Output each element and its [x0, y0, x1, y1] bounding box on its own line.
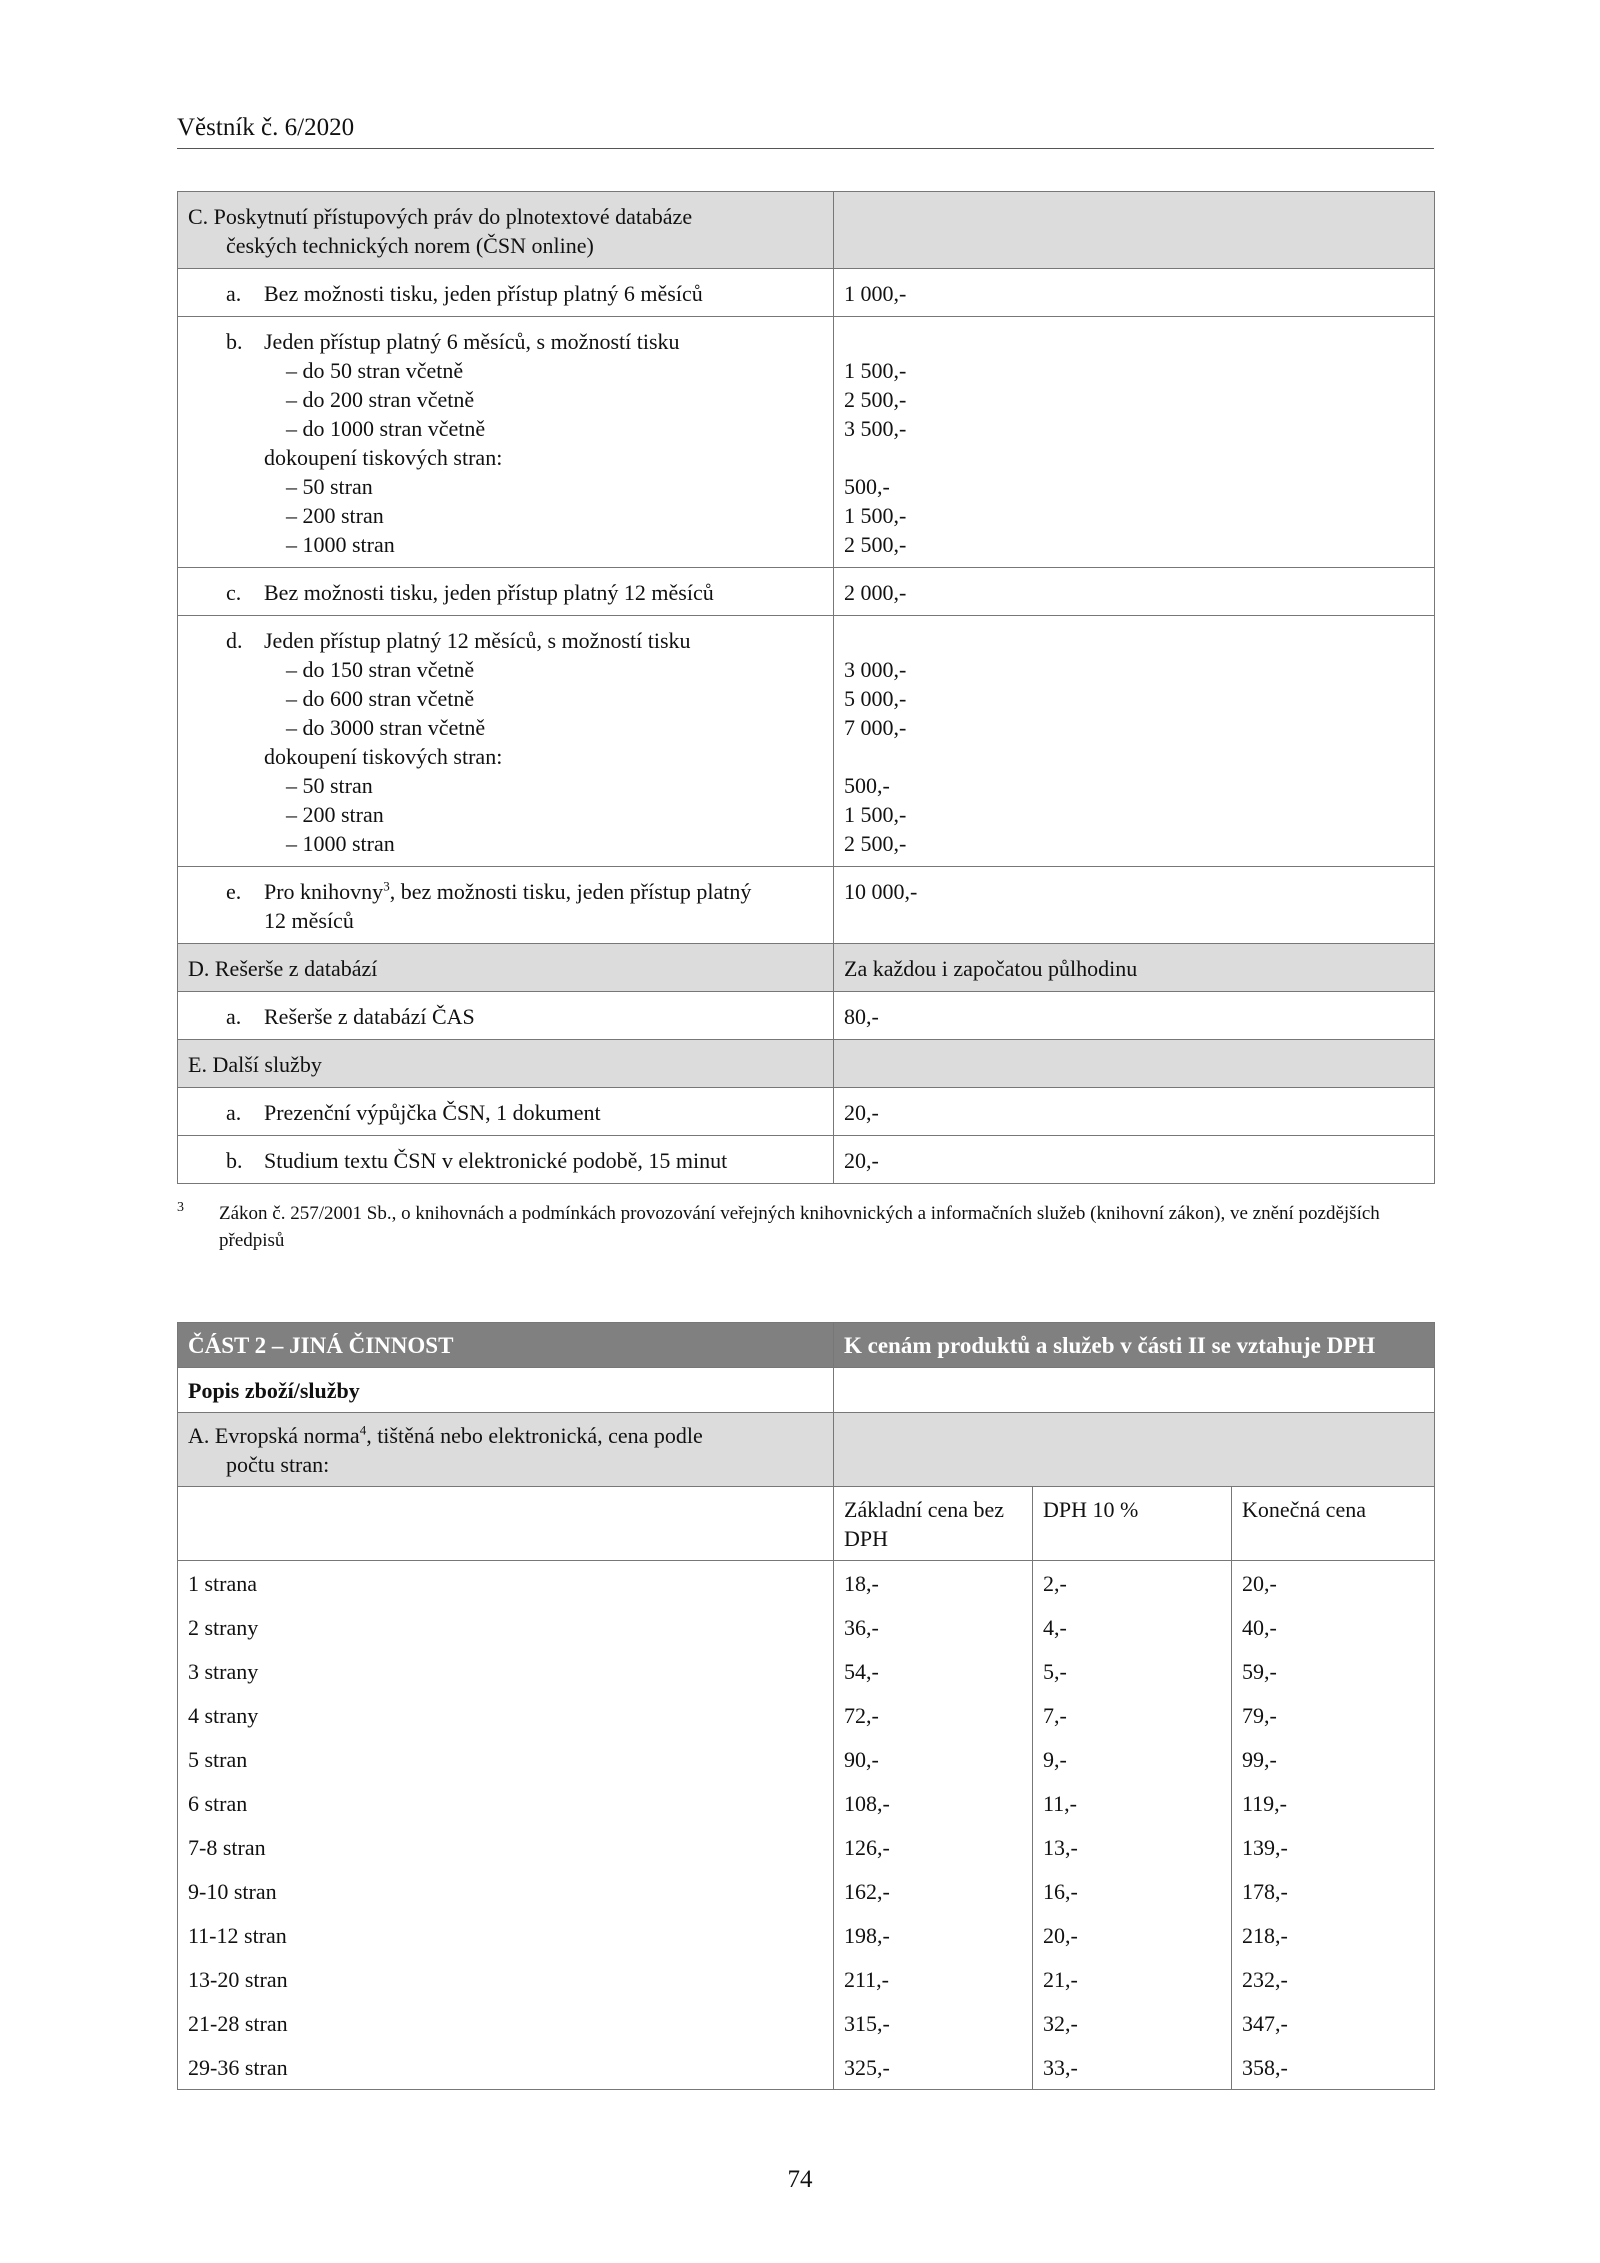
- list-item: 500,-: [844, 474, 890, 499]
- list-item: – 200 stran: [286, 802, 384, 827]
- list-item: dokoupení tiskových stran:: [264, 445, 503, 470]
- final-price-cell: 178,-: [1232, 1869, 1435, 1913]
- vat-cell: 33,-: [1033, 2045, 1232, 2090]
- list-item: Jeden přístup platný 6 měsíců, s možností tisku: [264, 329, 680, 354]
- table-row: [178, 1825, 1435, 1869]
- pages-cell: 11-12 stran: [178, 1913, 834, 1957]
- final-price-cell: 20,-: [1232, 1561, 1435, 1606]
- list-item: – 200 stran: [286, 503, 384, 528]
- price-table-part1: [177, 191, 1435, 1184]
- list-item: – do 200 stran včetně: [286, 387, 475, 412]
- base-price-cell: 54,-: [834, 1649, 1033, 1693]
- list-item: 2 500,-: [844, 532, 907, 557]
- column-header-final-price: Konečná cena: [1232, 1487, 1435, 1561]
- list-item: 2 500,-: [844, 387, 907, 412]
- base-price-cell: 325,-: [834, 2045, 1033, 2090]
- column-header-base-price: Základní cena bez DPH: [834, 1487, 1033, 1561]
- vat-cell: 4,-: [1033, 1605, 1232, 1649]
- pages-cell: 4 strany: [178, 1693, 834, 1737]
- final-price-cell: 139,-: [1232, 1825, 1435, 1869]
- list-item: [844, 443, 1424, 472]
- vat-cell: 2,-: [1033, 1561, 1232, 1606]
- list-item: – do 150 stran včetně: [286, 657, 475, 682]
- footnote: 3 Zákon č. 257/2001 Sb., o knihovnách a podmínkách provozování veřejných knihovnických a informačních služeb (knihovní zákon), ve znění pozdějších předpisů: [177, 1200, 1380, 1251]
- list-item: – do 1000 stran včetně: [286, 416, 486, 441]
- list-item: [844, 327, 1424, 356]
- table-row: [178, 1781, 1435, 1825]
- base-price-cell: 126,-: [834, 1825, 1033, 1869]
- description-header-row: Popis zboží/služby: [178, 1368, 1435, 1413]
- vat-cell: 9,-: [1033, 1737, 1232, 1781]
- option-d-lines: [264, 626, 823, 858]
- vat-cell: 11,-: [1033, 1781, 1232, 1825]
- base-price-cell: 72,-: [834, 1693, 1033, 1737]
- price-table-part2: [177, 1322, 1435, 2090]
- pages-cell: 7-8 stran: [178, 1825, 834, 1869]
- final-price-cell: 99,-: [1232, 1737, 1435, 1781]
- base-price-cell: 18,-: [834, 1561, 1033, 1606]
- page-header: Věstník č. 6/2020: [177, 114, 1434, 149]
- list-item: 7 000,-: [844, 715, 907, 740]
- final-price-cell: 119,-: [1232, 1781, 1435, 1825]
- base-price-cell: 162,-: [834, 1869, 1033, 1913]
- vat-cell: 13,-: [1033, 1825, 1232, 1869]
- final-price-cell: 232,-: [1232, 1957, 1435, 2001]
- vat-cell: 21,-: [1033, 1957, 1232, 2001]
- section-a-row: A. Evropská norma$^4$, tištěná nebo elektronická, cena podle počtu stran:: [178, 1413, 1435, 1487]
- list-item: – 50 stran: [286, 773, 373, 798]
- pages-cell: 21-28 stran: [178, 2001, 834, 2045]
- list-item: [844, 742, 1424, 771]
- table-row: [178, 1693, 1435, 1737]
- vat-cell: 32,-: [1033, 2001, 1232, 2045]
- option-d-prices: [844, 626, 1424, 858]
- table-row: e. Pro knihovny$^3$, bez možnosti tisku, jeden přístup platný 12 měsíců 10 000,-: [178, 867, 1435, 944]
- list-item: – do 600 stran včetně: [286, 686, 475, 711]
- option-b-lines: [264, 327, 823, 559]
- list-item: 5 000,-: [844, 686, 907, 711]
- base-price-cell: 198,-: [834, 1913, 1033, 1957]
- base-price-cell: 315,-: [834, 2001, 1033, 2045]
- table-row: b. Studium textu ČSN v elektronické podobě, 15 minut 20,-: [178, 1136, 1435, 1184]
- part2-header-row: ČÁST 2 – JINÁ ČINNOST K cenám produktů a služeb v části II se vztahuje DPH: [178, 1323, 1435, 1368]
- table-row: [178, 1649, 1435, 1693]
- table-row: c. Bez možnosti tisku, jeden přístup platný 12 měsíců 2 000,-: [178, 568, 1435, 616]
- table-row: [178, 1561, 1435, 1606]
- final-price-cell: 358,-: [1232, 2045, 1435, 2090]
- list-item: dokoupení tiskových stran:: [264, 744, 503, 769]
- page-number: 74: [787, 2166, 813, 2193]
- table-row: a. Prezenční výpůjčka ČSN, 1 dokument 20,-: [178, 1088, 1435, 1136]
- list-item: 2 500,-: [844, 831, 907, 856]
- list-item: Jeden přístup platný 12 měsíců, s možností tisku: [264, 628, 691, 653]
- list-item: 1 500,-: [844, 358, 907, 383]
- column-header-vat: DPH 10 %: [1033, 1487, 1232, 1561]
- final-price-cell: 59,-: [1232, 1649, 1435, 1693]
- section-d-row: D. Rešerše z databází Za každou i započatou půlhodinu: [178, 944, 1435, 992]
- final-price-cell: 79,-: [1232, 1693, 1435, 1737]
- option-b-prices: [844, 327, 1424, 559]
- column-header-row: [178, 1487, 1435, 1561]
- pages-cell: 13-20 stran: [178, 1957, 834, 2001]
- pages-cell: 2 strany: [178, 1605, 834, 1649]
- base-price-cell: 36,-: [834, 1605, 1033, 1649]
- list-item: – 50 stran: [286, 474, 373, 499]
- table-row: [178, 1869, 1435, 1913]
- list-item: – 1000 stran: [286, 831, 395, 856]
- section-e-row: E. Další služby: [178, 1040, 1435, 1088]
- section-c-row: [178, 192, 1435, 269]
- section-c-title: C. Poskytnutí přístupových práv do plnotextové databáze českých technických norem (ČSN online): [178, 192, 834, 269]
- list-item: 3 500,-: [844, 416, 907, 441]
- list-item: – do 50 stran včetně: [286, 358, 464, 383]
- table-row: a. Rešerše z databází ČAS 80,-: [178, 992, 1435, 1040]
- table-row: a. Bez možnosti tisku, jeden přístup platný 6 měsíců 1 000,-: [178, 269, 1435, 317]
- final-price-cell: 218,-: [1232, 1913, 1435, 1957]
- table-row: [178, 1737, 1435, 1781]
- base-price-cell: 211,-: [834, 1957, 1033, 2001]
- base-price-cell: 108,-: [834, 1781, 1033, 1825]
- list-item: 500,-: [844, 773, 890, 798]
- vat-cell: 20,-: [1033, 1913, 1232, 1957]
- table-row: d. Jeden přístup platný 12 měsíců, s možností tisku – do 150 stran včetně – do 600 stran včetně – do 3000 stran včetně dokoupení tiskových stran: – 50 stran – 200 stran – 1000 stran 3 000,- 5 000,- 7 000,- 500,- 1 500,- 2 500,-: [178, 616, 1435, 867]
- list-item: – do 3000 stran včetně: [286, 715, 486, 740]
- pages-cell: 29-36 stran: [178, 2045, 834, 2090]
- list-item: – 1000 stran: [286, 532, 395, 557]
- table-row: [178, 1605, 1435, 1649]
- table-row: b. Jeden přístup platný 6 měsíců, s možností tisku – do 50 stran včetně – do 200 stran včetně – do 1000 stran včetně dokoupení tiskových stran: – 50 stran – 200 stran – 1000 stran 1 500,- 2 500,- 3 500,- 500,- 1 500,- 2 500,-: [178, 317, 1435, 568]
- final-price-cell: 40,-: [1232, 1605, 1435, 1649]
- vat-cell: 5,-: [1033, 1649, 1232, 1693]
- pages-cell: 3 strany: [178, 1649, 834, 1693]
- list-item: [844, 626, 1424, 655]
- final-price-cell: 347,-: [1232, 2001, 1435, 2045]
- vat-cell: 7,-: [1033, 1693, 1232, 1737]
- table-row: [178, 1913, 1435, 1957]
- table-row: [178, 2001, 1435, 2045]
- list-item: 1 500,-: [844, 802, 907, 827]
- pages-cell: 9-10 stran: [178, 1869, 834, 1913]
- pages-cell: 1 strana: [178, 1561, 834, 1606]
- table-row: [178, 1957, 1435, 2001]
- table-row: [178, 2045, 1435, 2090]
- pages-cell: 5 stran: [178, 1737, 834, 1781]
- vat-cell: 16,-: [1033, 1869, 1232, 1913]
- list-item: 1 500,-: [844, 503, 907, 528]
- list-item: 3 000,-: [844, 657, 907, 682]
- base-price-cell: 90,-: [834, 1737, 1033, 1781]
- pages-cell: 6 stran: [178, 1781, 834, 1825]
